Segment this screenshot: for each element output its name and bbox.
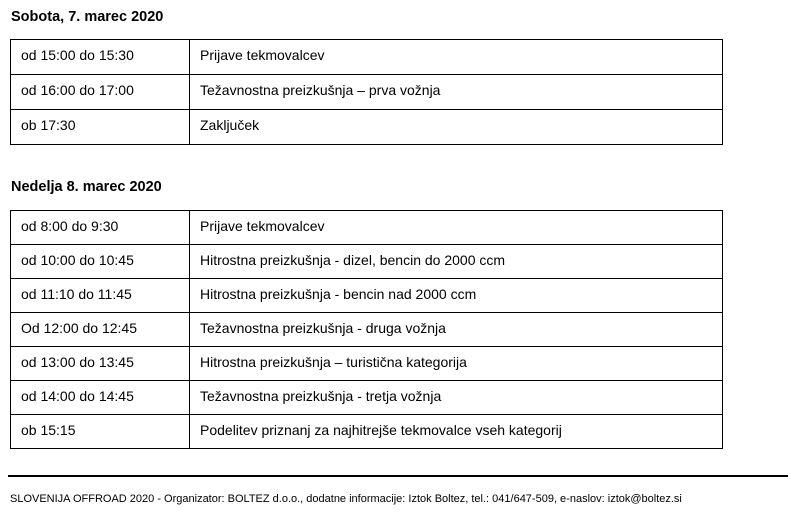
- event-text: Prijave tekmovalcev: [200, 47, 325, 63]
- time-cell: [11, 415, 190, 449]
- time-cell: [11, 110, 190, 145]
- event-cell: [190, 313, 723, 347]
- time-text: od 15:00 do 15:30: [21, 47, 134, 63]
- time-text: od 16:00 do 17:00: [21, 82, 134, 98]
- time-cell: [11, 381, 190, 415]
- event-text: Zaključek: [200, 117, 260, 133]
- table-row: [11, 245, 723, 279]
- event-text: Hitrostna preizkušnja – turistična kategorija: [200, 354, 467, 370]
- event-text: Hitrostna preizkušnja - dizel, bencin do 2000 ccm: [200, 252, 506, 268]
- time-text: od 10:00 do 10:45: [21, 252, 134, 268]
- table-row: [11, 211, 723, 245]
- event-text: Težavnostna preizkušnja – prva vožnja: [200, 82, 441, 98]
- event-cell: [190, 279, 723, 313]
- event-cell: [190, 40, 723, 75]
- event-cell: [190, 347, 723, 381]
- saturday-schedule-table: [10, 39, 723, 145]
- event-text: Hitrostna preizkušnja - bencin nad 2000 ccm: [200, 286, 477, 302]
- sunday-heading: Nedelja 8. marec 2020: [11, 179, 162, 195]
- time-cell: [11, 40, 190, 75]
- time-cell: [11, 313, 190, 347]
- table-row: [11, 415, 723, 449]
- time-text: od 13:00 do 13:45: [21, 354, 134, 370]
- table-row: [11, 75, 723, 110]
- sunday-schedule-table: [10, 210, 723, 449]
- saturday-heading: Sobota, 7. marec 2020: [11, 9, 164, 25]
- time-text: od 11:10 do 11:45: [21, 286, 132, 302]
- time-text: od 8:00 do 9:30: [21, 218, 119, 234]
- time-cell: [11, 279, 190, 313]
- event-cell: [190, 110, 723, 145]
- event-cell: [190, 415, 723, 449]
- event-cell: [190, 75, 723, 110]
- event-cell: [190, 381, 723, 415]
- table-row: [11, 110, 723, 145]
- event-cell: [190, 211, 723, 245]
- table-row: [11, 347, 723, 381]
- time-text: ob 15:15: [21, 422, 76, 438]
- footer-info: SLOVENIJA OFFROAD 2020 - Organizator: BOLTEZ d.o.o., dodatne informacije: Iztok Boltez, tel.: 041/647-509, e-naslov: iztok@boltez.si: [10, 493, 682, 505]
- time-text: Od 12:00 do 12:45: [21, 320, 137, 336]
- time-text: od 14:00 do 14:45: [21, 388, 134, 404]
- time-cell: [11, 245, 190, 279]
- table-row: [11, 313, 723, 347]
- event-cell: [190, 245, 723, 279]
- table-row: [11, 279, 723, 313]
- table-row: [11, 381, 723, 415]
- event-text: Prijave tekmovalcev: [200, 218, 325, 234]
- time-text: ob 17:30: [21, 117, 76, 133]
- time-cell: [11, 211, 190, 245]
- time-cell: [11, 347, 190, 381]
- event-text: Težavnostna preizkušnja - tretja vožnja: [200, 388, 442, 404]
- time-cell: [11, 75, 190, 110]
- footer-divider: [8, 475, 788, 477]
- event-text: Podelitev priznanj za najhitrejše tekmovalce vseh kategorij: [200, 422, 562, 438]
- event-text: Težavnostna preizkušnja - druga vožnja: [200, 320, 446, 336]
- table-row: [11, 40, 723, 75]
